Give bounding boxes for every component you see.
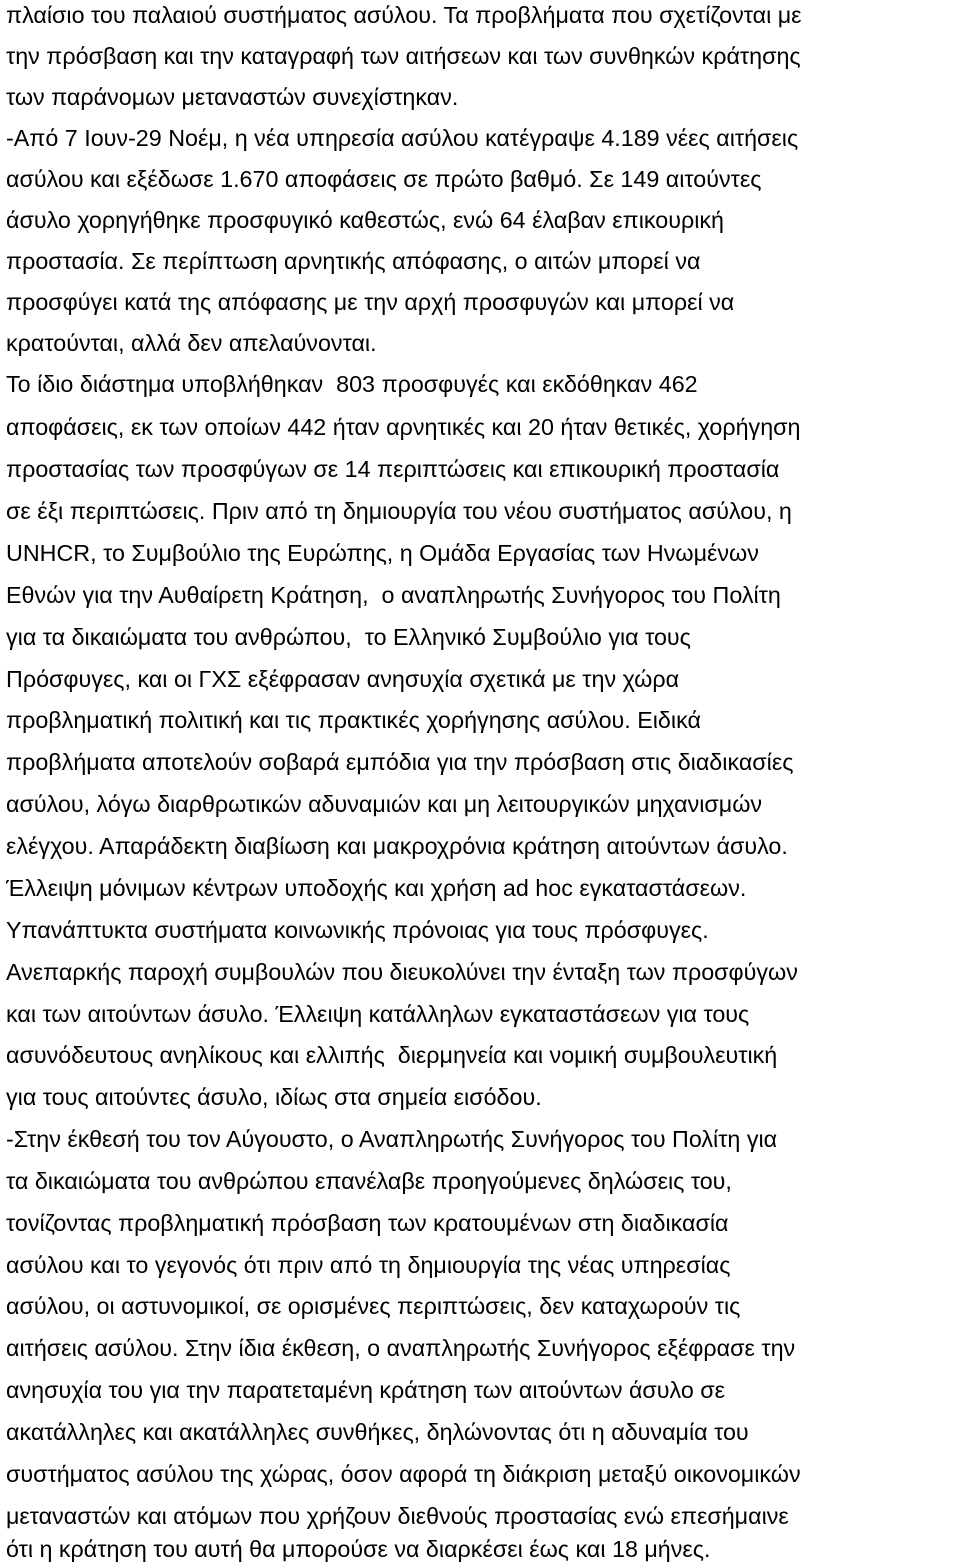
text-line: ανησυχία του για την παρατεταμένη κράτηση των αιτούντων άσυλο σε <box>6 1377 726 1403</box>
text-line: Το ίδιο διάστημα υποβλήθηκαν 803 προσφυγές και εκδόθηκαν 462 <box>6 371 698 397</box>
text-line: για τους αιτούντες άσυλο, ιδίως στα σημεία εισόδου. <box>6 1084 542 1110</box>
text-line: άσυλο χορηγήθηκε προσφυγικό καθεστώς, ενώ 64 έλαβαν επικουρική <box>6 207 724 233</box>
document-page <box>6 0 956 1566</box>
text-line: αιτήσεις ασύλου. Στην ίδια έκθεση, ο αναπληρωτής Συνήγορος εξέφρασε την <box>6 1335 796 1361</box>
text-line: και των αιτούντων άσυλο. Έλλειψη κατάλληλων εγκαταστάσεων για τους <box>6 1001 750 1027</box>
text-line: Υπανάπτυκτα συστήματα κοινωνικής πρόνοιας για τους πρόσφυγες. <box>6 917 709 943</box>
text-line: των παράνομων μεταναστών συνεχίστηκαν. <box>6 84 459 110</box>
text-line: ότι η κράτηση του αυτή θα μπορούσε να διαρκέσει έως και 18 μήνες. <box>6 1536 711 1562</box>
text-line: προβλήματα αποτελούν σοβαρά εμπόδια για την πρόσβαση στις διαδικασίες <box>6 749 794 775</box>
text-line: -Από 7 Ιουν-29 Νοέμ, η νέα υπηρεσία ασύλου κατέγραψε 4.189 νέες αιτήσεις <box>6 125 799 151</box>
text-line: ασύλου, λόγω διαρθρωτικών αδυναμιών και μη λειτουργικών μηχανισμών <box>6 791 763 817</box>
text-line: προσφύγει κατά της απόφασης με την αρχή προσφυγών και μπορεί να <box>6 289 735 315</box>
text-line: την πρόσβαση και την καταγραφή των αιτήσεων και των συνθηκών κράτησης <box>6 43 801 69</box>
text-line: προστασίας των προσφύγων σε 14 περιπτώσεις και επικουρική προστασία <box>6 456 780 482</box>
text-line: τονίζοντας προβληματική πρόσβαση των κρατουμένων στη διαδικασία <box>6 1210 729 1236</box>
text-line: τα δικαιώματα του ανθρώπου επανέλαβε προηγούμενες δηλώσεις του, <box>6 1168 732 1194</box>
text-line: UNHCR, το Συμβούλιο της Ευρώπης, η Ομάδα Εργασίας των Ηνωμένων <box>6 540 759 566</box>
text-line: ασύλου και το γεγονός ότι πριν από τη δημιουργία της νέας υπηρεσίας <box>6 1252 731 1278</box>
text-line: προβληματική πολιτική και τις πρακτικές χορήγησης ασύλου. Ειδικά <box>6 707 701 733</box>
text-line: σε έξι περιπτώσεις. Πριν από τη δημιουργία του νέου συστήματος ασύλου, η <box>6 498 792 524</box>
text-line: ελέγχου. Απαράδεκτη διαβίωση και μακροχρόνια κράτηση αιτούντων άσυλο. <box>6 833 788 859</box>
text-line: αποφάσεις, εκ των οποίων 442 ήταν αρνητικές και 20 ήταν θετικές, χορήγηση <box>6 414 801 440</box>
text-line: ακατάλληλες και ακατάλληλες συνθήκες, δηλώνοντας ότι η αδυναμία του <box>6 1419 749 1445</box>
text-line: Ανεπαρκής παροχή συμβουλών που διευκολύνει την ένταξη των προσφύγων <box>6 959 798 985</box>
text-line: συστήματος ασύλου της χώρας, όσον αφορά τη διάκριση μεταξύ οικονομικών <box>6 1461 801 1487</box>
text-line: για τα δικαιώματα του ανθρώπου, το Ελληνικό Συμβούλιο για τους <box>6 624 691 650</box>
text-line: Εθνών για την Αυθαίρετη Κράτηση, ο αναπληρωτής Συνήγορος του Πολίτη <box>6 582 781 608</box>
text-line: προστασία. Σε περίπτωση αρνητικής απόφασης, ο αιτών μπορεί να <box>6 248 701 274</box>
text-line: ασύλου, οι αστυνομικοί, σε ορισμένες περιπτώσεις, δεν καταχωρούν τις <box>6 1293 741 1319</box>
text-line: Πρόσφυγες, και οι ΓΧΣ εξέφρασαν ανησυχία σχετικά με την χώρα <box>6 666 680 692</box>
text-line: πλαίσιο του παλαιού συστήματος ασύλου. Τα προβλήματα που σχετίζονται με <box>6 2 802 28</box>
text-line: -Στην έκθεσή του τον Αύγουστο, ο Αναπληρωτής Συνήγορος του Πολίτη για <box>6 1126 778 1152</box>
text-line: κρατούνται, αλλά δεν απελαύνονται. <box>6 330 377 356</box>
text-line: ασυνόδευτους ανηλίκους και ελλιπής διερμηνεία και νομική συμβουλευτική <box>6 1042 778 1068</box>
text-line: μεταναστών και ατόμων που χρήζουν διεθνούς προστασίας ενώ επεσήμαινε <box>6 1503 789 1529</box>
text-line: ασύλου και εξέδωσε 1.670 αποφάσεις σε πρώτο βαθμό. Σε 149 αιτούντες <box>6 166 762 192</box>
text-line: Έλλειψη μόνιμων κέντρων υποδοχής και χρήση ad hoc εγκαταστάσεων. <box>6 875 747 901</box>
